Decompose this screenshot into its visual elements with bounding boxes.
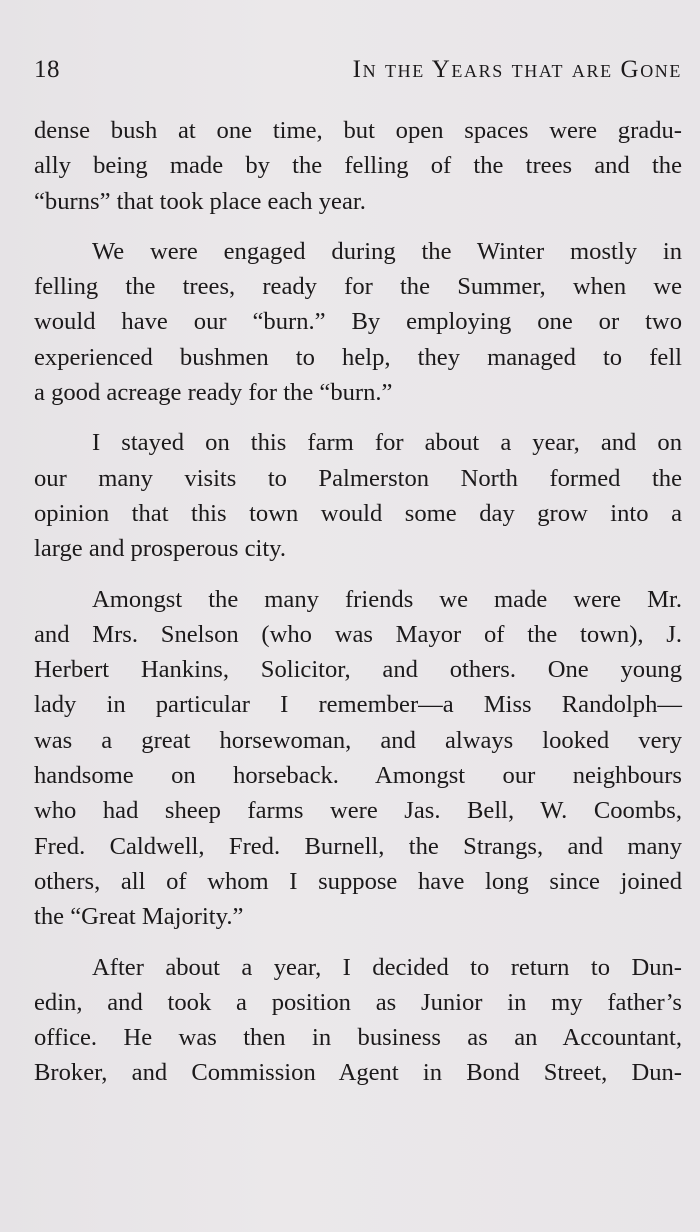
text-line: office. He was then in business as an Accountant, — [34, 1024, 682, 1052]
paragraph — [34, 234, 682, 410]
text-line: others, all of whom I suppose have long since joined — [34, 867, 682, 895]
text-line: would have our “burn.” By employing one or two — [34, 308, 682, 336]
text-line: large and prosperous city. — [34, 535, 287, 563]
text-line: ally being made by the felling of the trees and the — [34, 152, 682, 180]
text-line: dense bush at one time, but open spaces were gradu- — [34, 117, 682, 144]
running-title: In the Years that are Gone — [352, 56, 682, 83]
text-line: Broker, and Commission Agent in Bond Street, Dun- — [34, 1059, 682, 1087]
body-text — [34, 113, 682, 1091]
text-line: After about a year, I decided to return to Dun- — [92, 953, 682, 981]
text-line: Fred. Caldwell, Fred. Burnell, the Strangs, and many — [34, 832, 682, 860]
text-line: We were engaged during the Winter mostly in — [92, 237, 682, 265]
text-line: opinion that this town would some day grow into a — [34, 499, 682, 527]
paragraph — [34, 950, 682, 1091]
text-line: Herbert Hankins, Solicitor, and others. One young — [34, 656, 682, 684]
text-line: a good acreage ready for the “burn.” — [34, 379, 393, 407]
paragraph — [34, 425, 682, 566]
page-header — [34, 52, 682, 88]
text-line: felling the trees, ready for the Summer, when we — [34, 273, 682, 301]
text-line: lady in particular I remember—a Miss Randolph— — [34, 691, 682, 719]
text-line: Amongst the many friends we made were Mr. — [92, 585, 682, 613]
text-line: was a great horsewoman, and always looked very — [34, 726, 682, 754]
text-line: handsome on horseback. Amongst our neighbours — [34, 762, 682, 790]
text-line: I stayed on this farm for about a year, and on — [92, 429, 682, 457]
paragraph — [34, 113, 682, 219]
text-line: our many visits to Palmerston North formed the — [34, 464, 682, 492]
text-line: “burns” that took place each year. — [34, 187, 366, 215]
paragraph — [34, 582, 682, 935]
text-line: experienced bushmen to help, they managed to fell — [34, 343, 682, 371]
text-line: the “Great Majority.” — [34, 903, 244, 931]
page-number: 18 — [34, 56, 60, 83]
text-line: edin, and took a position as Junior in my father’s — [34, 988, 682, 1016]
text-line: who had sheep farms were Jas. Bell, W. Coombs, — [34, 797, 682, 825]
text-line: and Mrs. Snelson (who was Mayor of the town), J. — [34, 620, 682, 648]
